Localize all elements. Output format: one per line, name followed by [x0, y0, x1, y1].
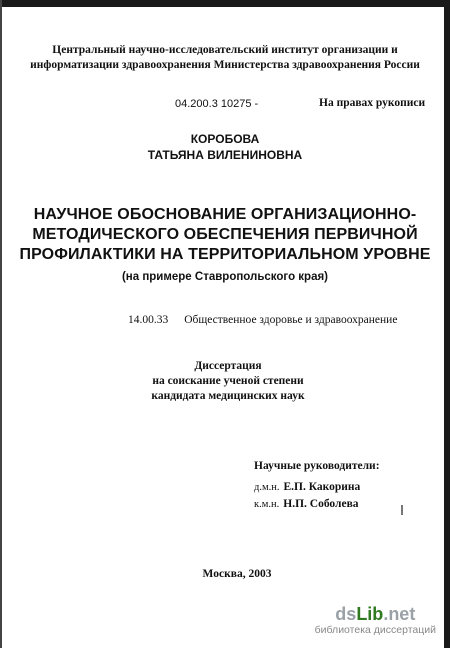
author-given-names: ТАТЬЯНА ВИЛЕНИНОВНА	[147, 148, 303, 162]
title-line-1: НАУЧНОЕ ОБОСНОВАНИЕ ОРГАНИЗАЦИОННО-	[33, 206, 417, 223]
supervisor-item	[254, 496, 360, 513]
supervisors-heading: Научные руководители:	[254, 460, 380, 472]
dslib-subtitle: библиотека диссертаций	[314, 624, 436, 636]
dslib-watermark	[315, 604, 436, 637]
title-line-2: МЕТОДИЧЕСКОГО ОБЕСПЕЧЕНИЯ ПЕРВИЧНОЙ	[32, 226, 418, 243]
scan-left-edge	[0, 0, 2, 648]
dslib-logo: dsLib.net	[335, 604, 416, 624]
author-block	[0, 131, 450, 163]
degree-line-1: Диссертация	[194, 360, 262, 372]
title-line-3: ПРОФИЛАКТИКИ НА ТЕРРИТОРИАЛЬНОМ УРОВНЕ	[19, 246, 431, 263]
pen-mark	[401, 505, 403, 515]
specialty-name: Общественное здоровье и здравоохранение	[184, 314, 398, 326]
scan-right-edge	[444, 0, 450, 648]
title-subtitle: (на примере Ставропольского края)	[121, 271, 329, 283]
supervisors-list	[254, 479, 360, 513]
city-year: Москва, 2003	[202, 568, 272, 580]
supervisor-degree: к.м.н.	[254, 499, 280, 510]
supervisor-name: Е.П. Какорина	[283, 481, 361, 493]
institution-line-1: Центральный научно-исследовательский институт организации и	[52, 44, 398, 56]
specialty-code: 14.00.33	[128, 314, 169, 326]
institution-block	[0, 43, 450, 73]
dissertation-title	[0, 205, 450, 265]
author-surname: КОРОБОВА	[190, 132, 260, 146]
degree-block	[3, 359, 450, 404]
supervisor-item	[254, 479, 360, 496]
manuscript-rights-label: На правах рукописи	[319, 97, 426, 109]
supervisor-degree: д.м.н.	[254, 482, 280, 493]
supervisor-name: Н.П. Соболева	[283, 498, 359, 510]
registration-number: 04.200.3 10275 -	[175, 98, 259, 110]
degree-line-3: кандидата медицинских наук	[151, 390, 305, 402]
institution-line-2: информатизации здравоохранения Министерства здравоохранения России	[30, 59, 420, 71]
scan-top-edge	[0, 0, 450, 7]
specialty-line	[128, 314, 397, 326]
degree-line-2: на соискание ученой степени	[152, 375, 304, 387]
